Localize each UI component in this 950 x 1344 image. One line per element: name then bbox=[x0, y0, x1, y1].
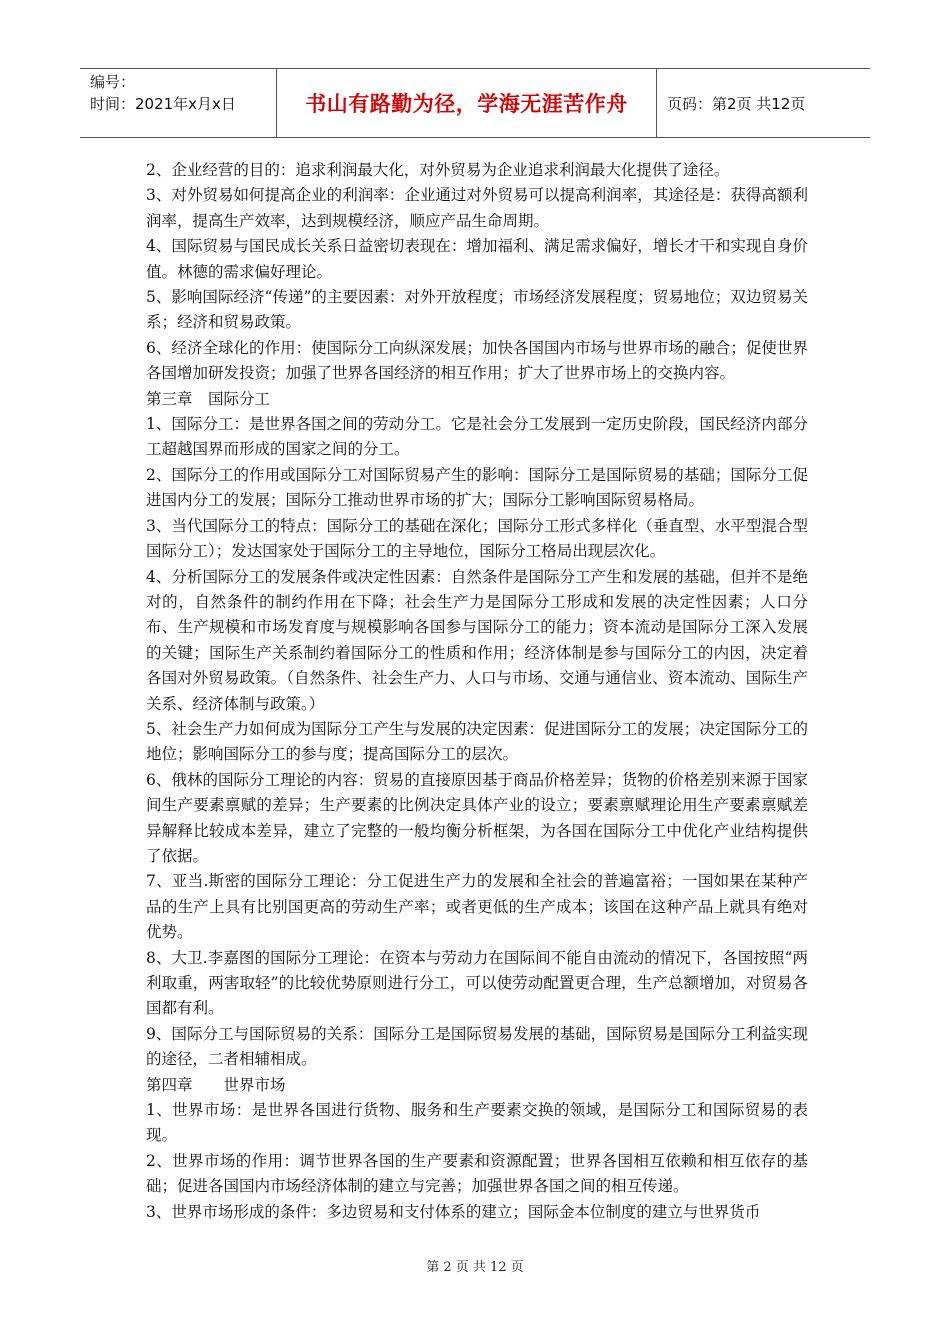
date-label: 时间：2021年x月x日 bbox=[90, 95, 236, 113]
header-meta bbox=[80, 69, 277, 137]
paragraph: 7、亚当.斯密的国际分工理论：分工促进生产力的发展和全社会的普遍富裕；一国如果在某种产品的生产上具有比别国更高的劳动生产率；或者更低的生产成本；该国在这种产品上就具有绝对优势。 bbox=[146, 872, 808, 942]
chapter-heading: 第四章 世界市场 bbox=[146, 1075, 286, 1094]
paragraph: 5、社会生产力如何成为国际分工产生与发展的决定因素：促进国际分工的发展；决定国际分工的地位；影响国际分工的参与度；提高国际分工的层次。 bbox=[146, 719, 808, 764]
paragraph: 3、当代国际分工的特点：国际分工的基础在深化；国际分工形式多样化（垂直型、水平型混合型国际分工）；发达国家处于国际分工的主导地位，国际分工格局出现层次化。 bbox=[146, 516, 808, 561]
paragraph: 4、国际贸易与国民成长关系日益密切表现在：增加福利、满足需求偏好，增长才干和实现自身价值。林德的需求偏好理论。 bbox=[146, 237, 808, 281]
paragraph: 2、国际分工的作用或国际分工对国际贸易产生的影响：国际分工是国际贸易的基础；国际分工促进国内分工的发展；国际分工推动世界市场的扩大；国际分工影响国际贸易格局。 bbox=[146, 465, 808, 510]
paragraph: 2、世界市场的作用：调节世界各国的生产要素和资源配置；世界各国相互依赖和相互依存的基础；促进各国国内市场经济体制的建立与完善；加强世界各国之间的相互传递。 bbox=[146, 1151, 808, 1196]
header-motto: 书山有路勤为径，学海无涯苦作舟 bbox=[277, 69, 657, 137]
document-body bbox=[146, 158, 808, 1225]
paragraph: 9、国际分工与国际贸易的关系：国际分工是国际贸易发展的基础，国际贸易是国际分工利益实现的途径，二者相辅相成。 bbox=[146, 1024, 808, 1069]
header-page-info: 页码：第2页 共12页 bbox=[667, 94, 806, 113]
serial-label: 编号： bbox=[90, 73, 136, 91]
paragraph: 3、世界市场形成的条件：多边贸易和支付体系的建立；国际金本位制度的建立与世界货币 bbox=[146, 1202, 761, 1221]
paragraph: 4、分析国际分工的发展条件或决定性因素：自然条件是国际分工产生和发展的基础，但并不是绝对的，自然条件的制约作用在下降；社会生产力是国际分工形成和发展的决定性因素；人口分布、生产规模和市场发育度与规模影响各国参与国际分工的能力；资本流动是国际分工深入发展的关键；国际生产关系制约着国际分工的性质和作用；经济体制是参与国际分工的内因，决定着各国对外贸易政策。（自然条件、社会生产力、人口与市场、交通与通信业、资本流动、国际生产关系、经济体制与政策。） bbox=[146, 567, 808, 713]
paragraph: 1、世界市场：是世界各国进行货物、服务和生产要素交换的领域，是国际分工和国际贸易的表现。 bbox=[146, 1101, 808, 1145]
paragraph: 6、经济全球化的作用：使国际分工向纵深发展；加快各国国内市场与世界市场的融合；促使世界各国增加研发投资；加强了世界各国经济的相互作用；扩大了世界市场上的交换内容。 bbox=[146, 338, 808, 383]
paragraph: 6、俄林的国际分工理论的内容：贸易的直接原因基于商品价格差异；货物的价格差别来源于国家间生产要素禀赋的差异；生产要素的比例决定具体产业的设立；要素禀赋理论用生产要素禀赋差异解释比较成本差异，建立了完整的一般均衡分析框架，为各国在国际分工中优化产业结构提供了依据。 bbox=[146, 770, 808, 865]
paragraph: 3、对外贸易如何提高企业的利润率：企业通过对外贸易可以提高利润率，其途径是：获得高额利润率，提高生产效率，达到规模经济，顺应产品生命周期。 bbox=[146, 186, 808, 230]
page-header bbox=[80, 68, 870, 138]
paragraph: 1、国际分工：是世界各国之间的劳动分工。它是社会分工发展到一定历史阶段，国民经济内部分工超越国界而形成的国家之间的分工。 bbox=[146, 415, 808, 459]
page-footer: 第 2 页 共 12 页 bbox=[426, 1260, 524, 1275]
paragraph: 2、企业经营的目的：追求利润最大化，对外贸易为企业追求利润最大化提供了途径。 bbox=[146, 161, 730, 179]
paragraph: 5、影响国际经济“传递”的主要因素：对外开放程度；市场经济发展程度；贸易地位；双边贸易关系；经济和贸易政策。 bbox=[146, 288, 808, 332]
chapter-heading: 第三章 国际分工 bbox=[146, 389, 271, 408]
paragraph: 8、大卫.李嘉图的国际分工理论：在资本与劳动力在国际间不能自由流动的情况下，各国按照“两利取重，两害取轻”的比较优势原则进行分工，可以使劳动配置更合理，生产总额增加，对贸易各国都有利。 bbox=[146, 948, 808, 1018]
